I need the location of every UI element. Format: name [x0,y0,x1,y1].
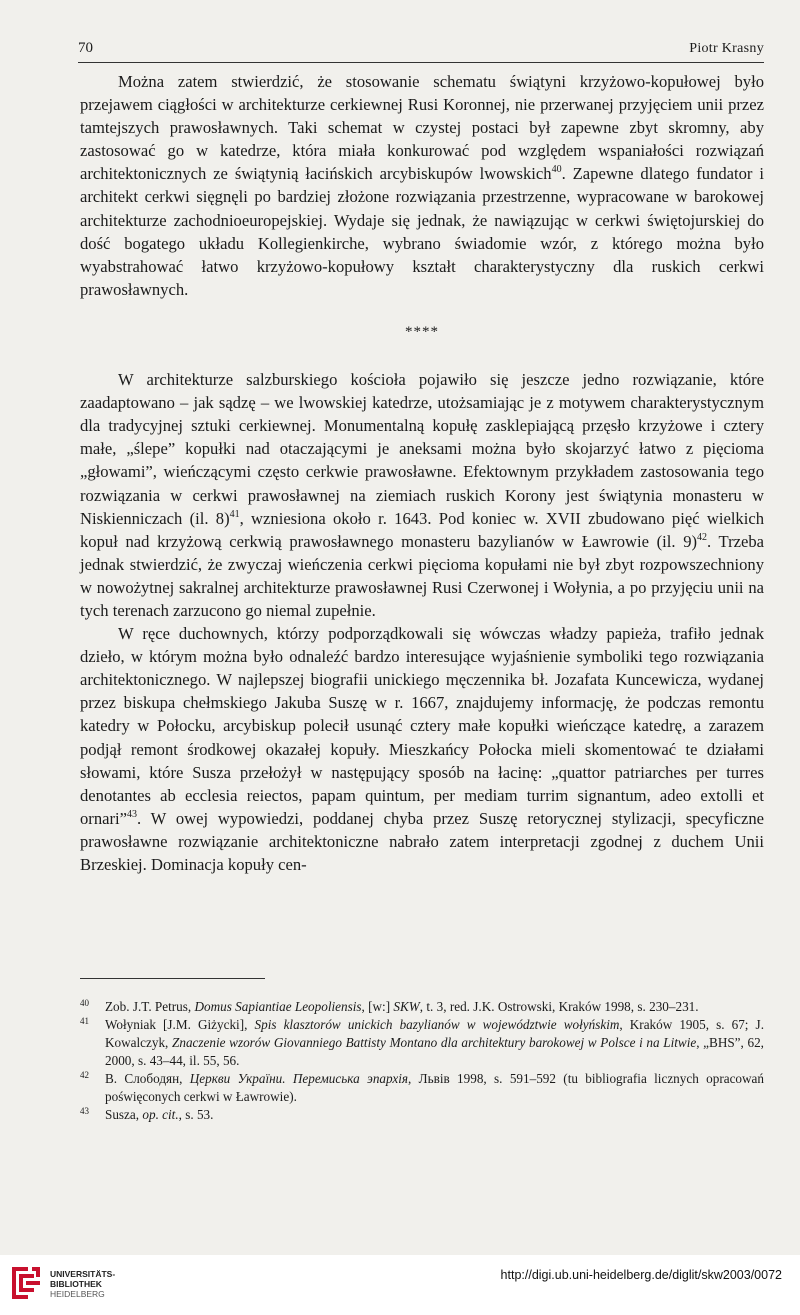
paragraph-3: W ręce duchownych, którzy podporządkowali się wówczas władzy papieża, trafiło jednak dzieło, w którym można było odnaleźć bardzo interesujące wyjaśnienie symboliki tego rozwiązania architektonicznego. W najlepszej biografii unickiego męczennika bł. Jozafata Kuncewicza, wydanej przez biskupa chełmskiego Jakuba Suszę w r. 1667, znajdujemy informację, że podczas remontu katedry w Połocku, arcybiskup polecił usunąć cztery małe kopułki wieńczące katedrę, a zarazem podjął remont środkowej okazałej kopuły. Mieszkańcy Połocka mieli skomentować te działami słowami, które Susza przełożył w następujący sposób na łacinę: „quattor patriarches per turres denotantes ab ecclesia reiectos, papam quintum, per mediam turrim signantum, adeo extolli et ornari”$^{43}$. W owej wypowiedzi, poddanej chyba przez Suszę retorycznej stylizacji, specyficzne prawosławne rozwiązanie architektoniczne nabrało zatem interpretacji zgodnej z duchem Unii Brzeskiej. Dominacja kopuły cen- [80,624,764,874]
footnote-40: 40 Zob. J.T. Petrus, Domus Sapiantiae Leopoliensis, [w:] SKW, t. 3, red. J.K. Ostrowski, Kraków 1998, s. 230–231. [80,998,764,1016]
footnote-ref-43[interactable]: 43 [127,808,137,820]
library-name: UNIVERSITÄTS- BIBLIOTHEK HEIDELBERG [50,1269,116,1299]
running-head-author: Piotr Krasny [689,41,764,56]
footnotes [80,998,764,1124]
footnote-41: 41 Wołyniak [J.M. Giżycki], Spis klasztorów unickich bazylianów w województwie wołyńskim, Kraków 1905, s. 67; J. Kowalczyk, Znaczenie wzorów Giovanniego Battisty Montano dla architektury barokowej w Polsce i na Litwie, „BHS”, 62, 2000, s. 43–44, il. 55, 56. [80,1016,764,1070]
body-text [80,70,764,876]
paragraph-1: Można zatem stwierdzić, że stosowanie schematu świątyni krzyżowo-kopułowej było przejawem ciągłości w architekturze cerkiewnej Rusi Koronnej, nie przerwanej przyjęciem unii przez tamtejszych prawosławnych. Taki schemat w czystej postaci był zapewne zbyt skromny, aby zastosować go w katedrze, która miała konkurować pod względem wspaniałości rozwiązań architektonicznych ze świątynią łacińskich arcybiskupów lwowskich$^{40}$. Zapewne dlatego fundator i architekt cerkwi sięgnęli po bardziej złożone rozwiązania przestrzenne, wypracowane w barokowej architekturze zachodnioeuropejskiej. Wydaje się jednak, że nawiązując w cerkwi świętojurskiej do dość bogatego układu Kollegienkirche, wybrano świadomie wzór, z którego można było wyabstrahować łatwo krzyżowo-kopułowy kształt charakterystyczny dla ruskich cerkwi prawosławnych. [80,72,764,299]
paragraph-2: W architekturze salzburskiego kościoła pojawiło się jeszcze jedno rozwiązanie, które zaadaptowano – jak sądzę – we lwowskiej katedrze, utożsamiając je z motywem charakterystycznym dla tradycyjnej sztuki cerkiewnej. Monumentalną kopułę zasklepiającą przęsło krzyżowe i cztery małe, „ślepe” kopułki nad otaczającymi je aneksami można było skojarzyć łatwo z pięcioma „głowami”, wieńczącymi często cerkwie prawosławne. Efektownym przykładem zastosowania tego rozwiązania w cerkwi prawosławnej na ziemiach ruskich Korony jest świątynia monasteru w Niskienniczach (il. 8)$^{41}$, wzniesiona około r. 1643. Pod koniec w. XVII zbudowano pięć wielkich kopuł nad krzyżową cerkwią prawosławnego monasteru bazylianów w Ławrowie (il. 9)$^{42}$. Trzeba jednak stwierdzić, że zwyczaj wieńczenia cerkwi pięcioma kopułami nie był zbyt rozpowszechniony w nowożytnej sakralnej architekturze prawosławnej Rusi Czerwonej i Wołynia, a po przyjęciu unii na tych terenach zarzucono go niemal zupełnie. [80,370,765,620]
footnote-number: 43 [80,1106,89,1116]
permalink-url[interactable]: http://digi.ub.uni-heidelberg.de/diglit/skw2003/0072 [500,1268,782,1282]
footnote-ref-40[interactable]: 40 [551,164,562,176]
footnote-ref-42[interactable]: 42 [697,531,708,543]
page-number: 70 [78,40,93,56]
footnote-number: 41 [80,1016,89,1026]
footnote-43: 43 Susza, op. cit., s. 53. [80,1106,764,1124]
running-header [78,38,764,63]
footnote-number: 42 [80,1070,89,1080]
footnote-42: 42 В. Слободян, Церкви України. Перемиська эпархія, Львів 1998, s. 591–592 (tu bibliografia licznych opracowań poświęconych cerkwi w Ławrowie). [80,1070,764,1106]
footnote-ref-41[interactable]: 41 [229,508,240,520]
footnote-number: 40 [80,998,89,1008]
section-separator: **** [405,323,439,340]
digitization-footer [0,1255,800,1315]
footnote-divider [80,978,265,979]
university-library-logo-icon[interactable] [8,1263,44,1303]
